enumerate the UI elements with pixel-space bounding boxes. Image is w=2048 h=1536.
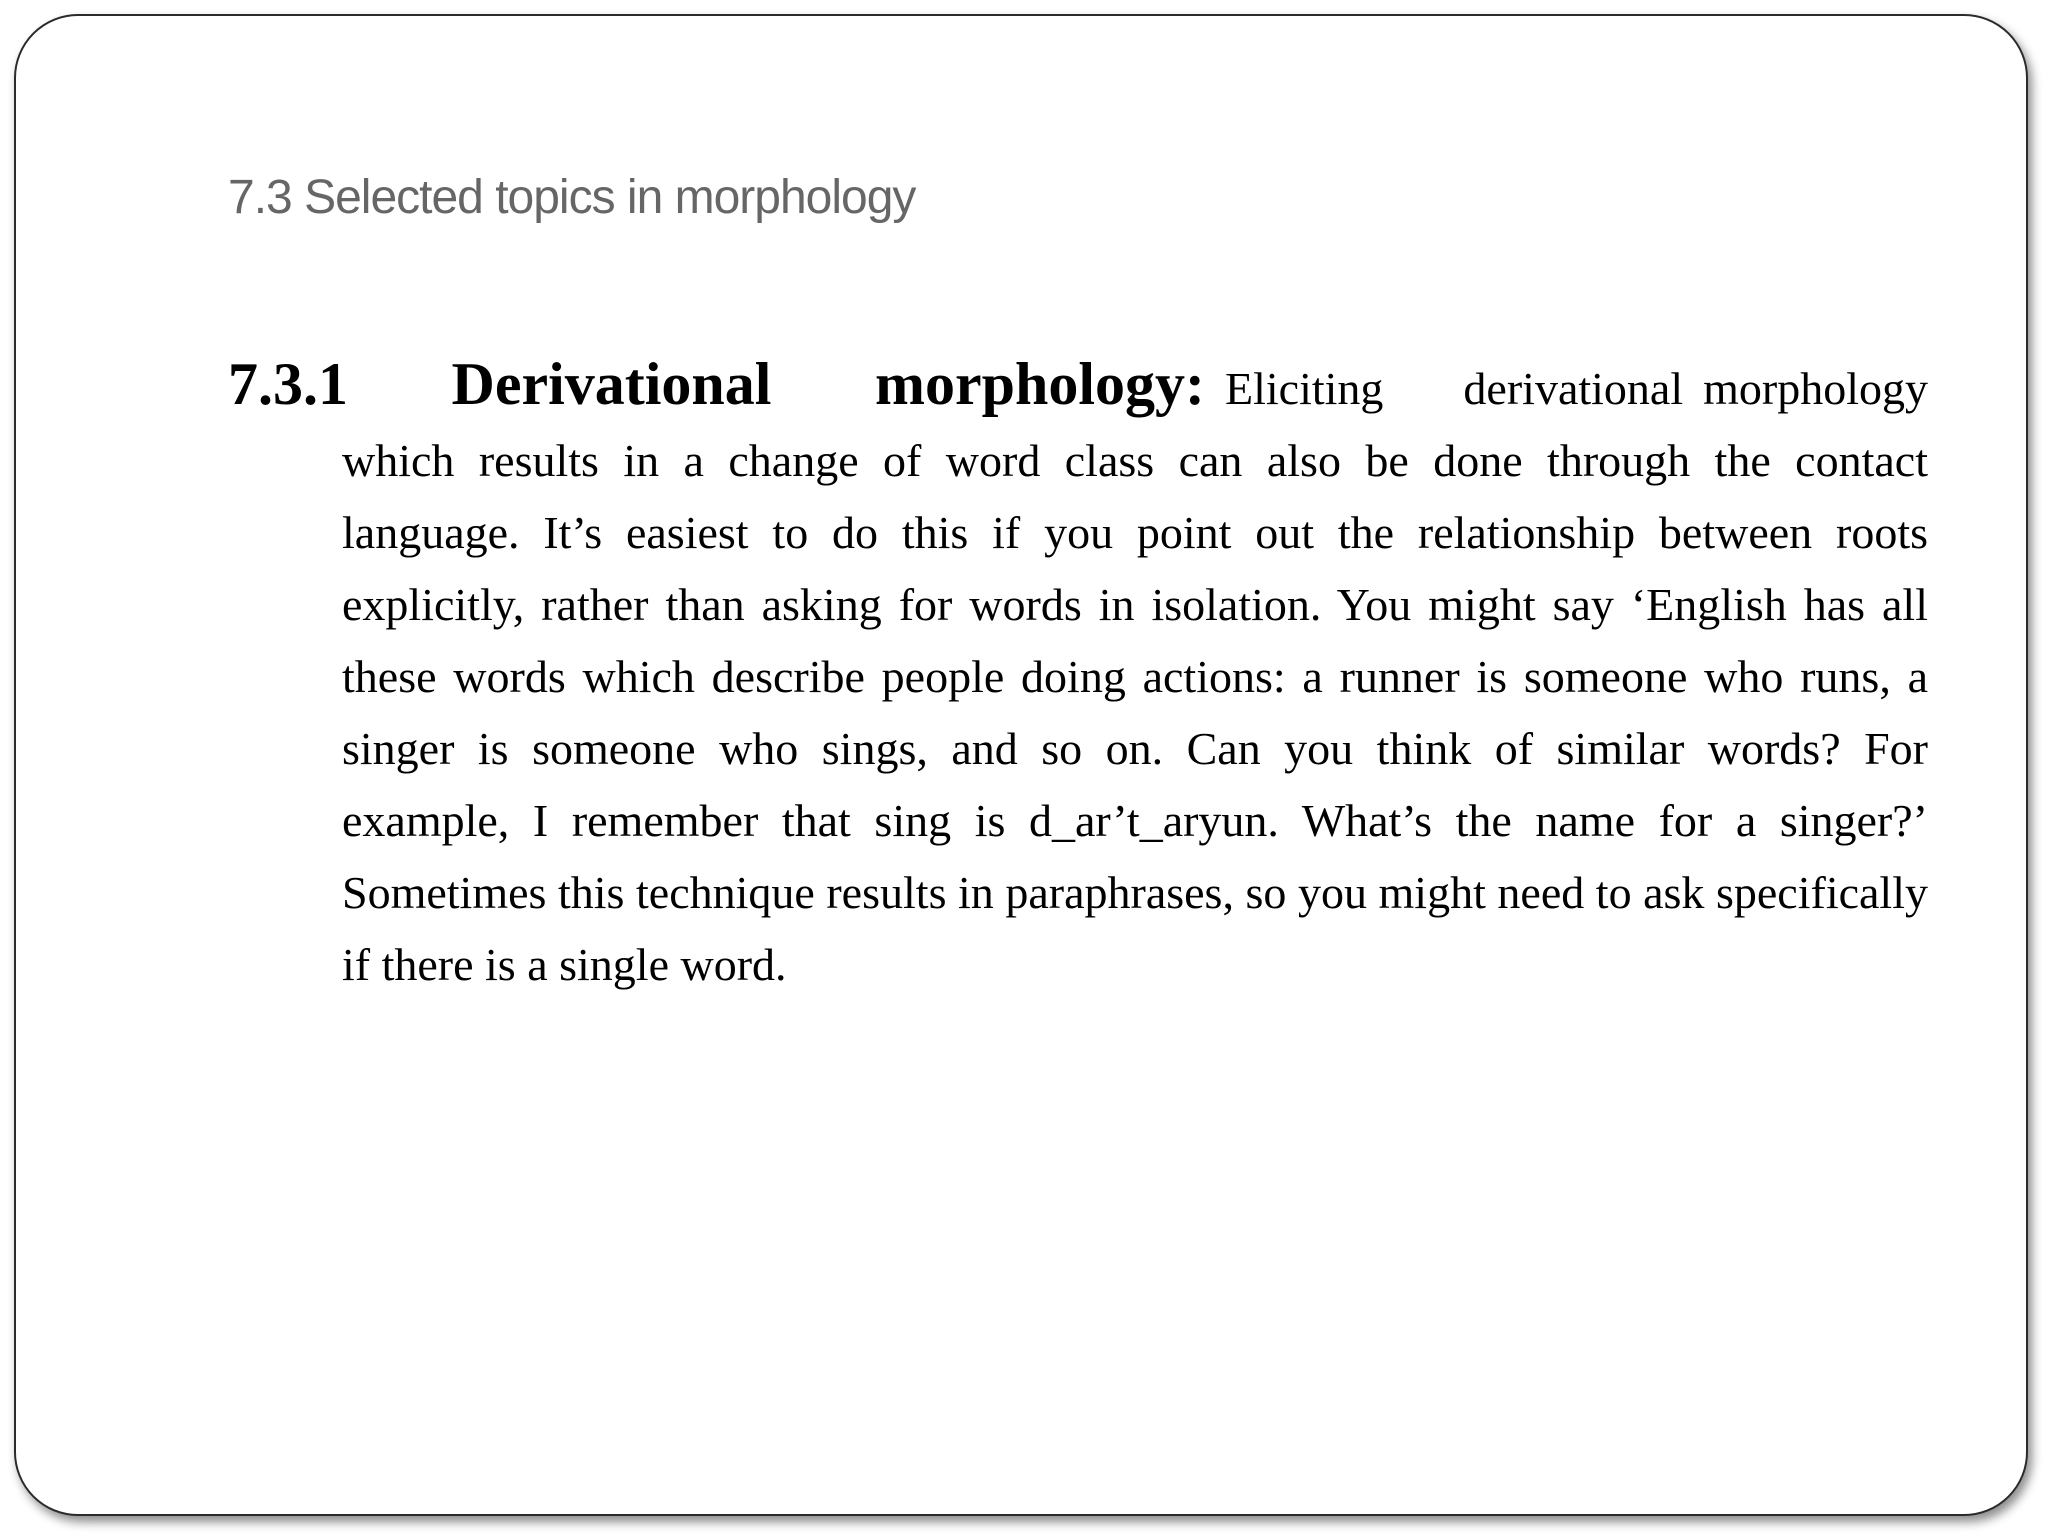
body-text: morphology which results in a change of word class can also be done through the contact language. It’s easiest to do this if you point out the relationship between roots explicitly, rather than asking for words in isolation. You might say ‘English has all these words which describe people doing actions: a runner is someone who runs, a singer is someone who sings, and so on. Can you think of similar words? For example, I remember that sing is d_ar’t_aryun. What’s the name for a singer?’ Sometimes this technique results in paraphrases, so you might need to ask specifically if there is a single word. (342, 363, 1929, 990)
body-paragraph (228, 348, 1928, 1001)
slide-title: 7.3 Selected topics in morphology (228, 171, 916, 224)
section-heading: 7.3.1 Derivational morphology: (228, 351, 1205, 417)
section-lead: Eliciting derivational (1225, 363, 1684, 414)
